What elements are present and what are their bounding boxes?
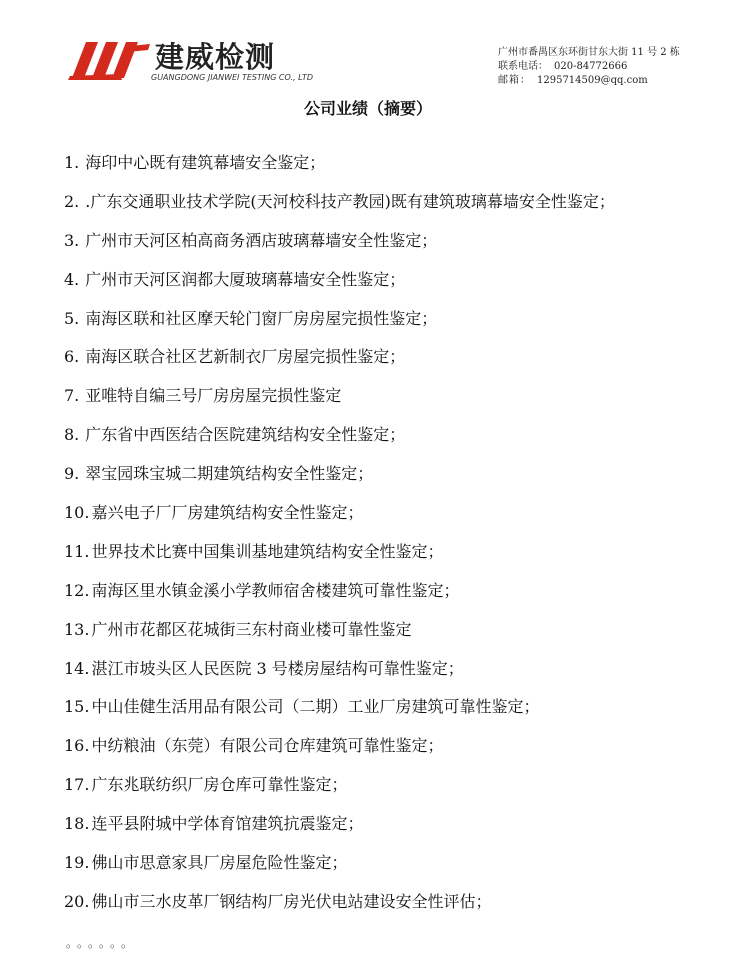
phone-value: 020-84772666 [554,61,628,72]
company-logo [64,38,314,86]
project-text: 广州市天河区柏高商务酒店玻璃幕墙安全性鉴定； [85,230,438,250]
email-label: 邮箱： [498,75,531,86]
project-text: 翠宝园珠宝城二期建筑结构安全性鉴定； [85,464,374,484]
project-text: 广州市天河区润都大厦玻璃幕墙安全性鉴定； [85,269,406,289]
project-number: 2. [64,191,80,211]
project-text: .广东交通职业技术学院(天河校科技产教园)既有建筑玻璃幕墙安全性鉴定； [85,191,615,211]
project-text: 中山佳健生活用品有限公司（二期）工业厂房建筑可靠性鉴定； [91,697,540,717]
project-item [64,850,615,889]
project-number: 8. [64,425,80,445]
project-item [64,733,615,772]
document-title: 公司业绩（摘要） [303,99,432,118]
project-number: 6. [64,347,80,367]
project-number: 17. [64,775,90,795]
project-text: 广东省中西医结合医院建筑结构安全性鉴定； [85,425,406,445]
project-number: 11. [64,541,90,561]
project-number: 1. [64,153,80,172]
project-item [64,422,615,461]
contact-block [498,46,680,88]
project-item [64,539,615,578]
project-number: 7. [64,386,80,406]
address-text: 广州市番禺区东环街甘东大街 11 号 2 栋 [498,47,680,58]
project-number: 3. [64,230,80,250]
project-text: 南海区里水镇金溪小学教师宿舍楼建筑可靠性鉴定； [91,580,460,600]
project-number: 9. [64,464,80,484]
project-item [64,189,615,228]
project-text: 广州市花都区花城街三东村商业楼可靠性鉴定 [91,619,412,639]
project-item [64,617,615,656]
project-number: 20. [64,891,90,911]
project-number: 13. [64,619,90,639]
ellipsis-marks: 。。。。。。 [66,936,139,950]
project-text: 世界技术比赛中国集训基地建筑结构安全性鉴定； [91,541,444,561]
project-number: 4. [64,269,80,289]
project-item [64,694,615,733]
project-item [64,267,615,306]
project-number: 19. [64,853,90,873]
project-item [64,383,615,422]
project-number: 12. [64,580,90,600]
project-number: 15. [64,697,90,717]
project-text: 佛山市三水皮革厂钢结构厂房光伏电站建设安全性评估； [91,891,492,911]
project-text: 中纺粮油（东莞）有限公司仓库建筑可靠性鉴定； [91,736,444,756]
project-text: 嘉兴电子厂厂房建筑结构安全性鉴定； [91,503,364,523]
letterhead [0,0,736,95]
project-number: 18. [64,814,90,834]
project-text: 南海区联合社区艺新制衣厂房屋完损性鉴定； [85,347,406,367]
phone-line [498,60,680,74]
logo-name: 建威检测 [155,40,276,74]
project-text: 亚唯特自编三号厂房房屋完损性鉴定 [85,386,342,406]
logo-subtitle: GUANGDONG JIANWEI TESTING CO., LTD [151,73,314,82]
project-item [64,344,615,383]
project-text: 连平县附城中学体育馆建筑抗震鉴定； [91,814,364,834]
project-item [64,772,615,811]
project-text: 佛山市思意家具厂房屋危险性鉴定； [91,853,348,873]
project-list [64,150,615,928]
project-item [64,150,615,189]
project-text: 海印中心既有建筑幕墙安全鉴定； [85,153,326,172]
logo-mark-icon [64,40,150,82]
project-text: 广东兆联纺织厂房仓库可靠性鉴定； [91,775,348,795]
email-value: 1295714509@qq.com [537,75,648,86]
project-number: 10. [64,503,90,523]
project-text: 南海区联和社区摩天轮门窗厂房房屋完损性鉴定； [85,308,438,328]
email-line [498,74,680,88]
project-item [64,228,615,267]
project-number: 16. [64,736,90,756]
project-item [64,461,615,500]
project-number: 5. [64,308,80,328]
project-item [64,500,615,539]
project-item [64,578,615,617]
project-item [64,306,615,345]
project-number: 14. [64,658,90,678]
phone-label: 联系电话： [498,61,548,72]
address-line [498,46,680,60]
project-text: 湛江市坡头区人民医院 3 号楼房屋结构可靠性鉴定； [91,658,464,678]
project-item [64,889,615,928]
project-item [64,656,615,695]
project-item [64,811,615,850]
